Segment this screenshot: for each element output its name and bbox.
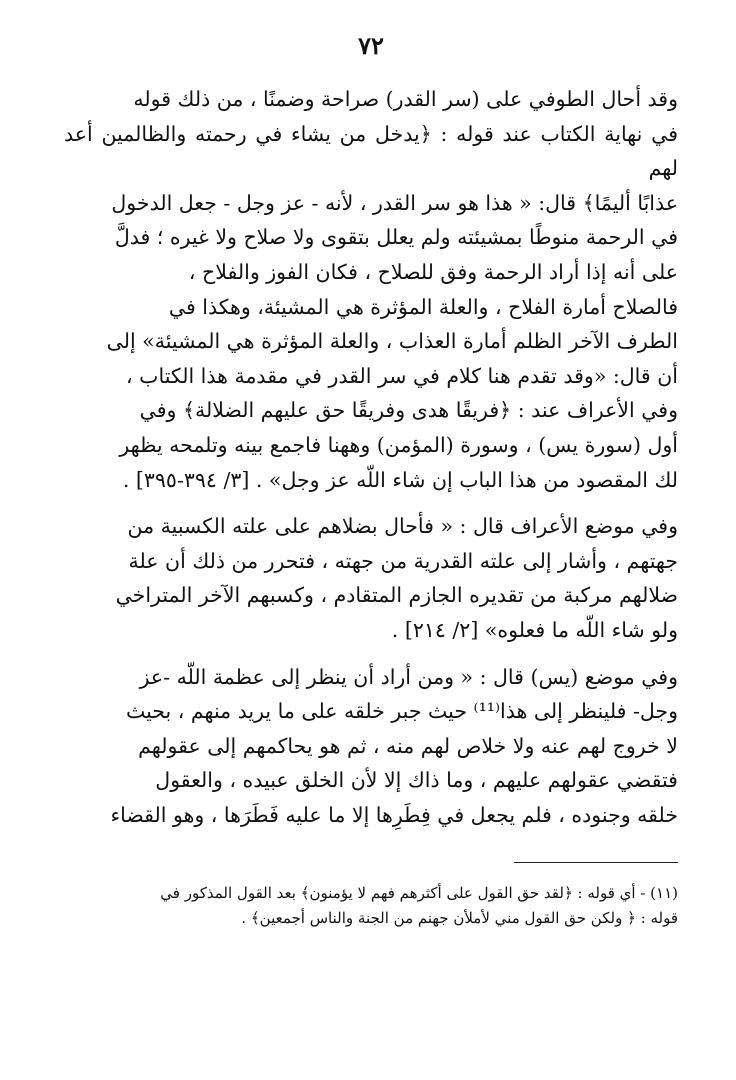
- footnote-divider: [514, 862, 678, 863]
- text-line: ولو شاء اللّه ما فعلوه» [٢/ ٢١٤] .: [391, 617, 678, 642]
- text-line: في نهاية الكتاب عند قوله : ﴿يدخل من يشاء في رحمته والظالمين أعد لهم: [64, 121, 678, 181]
- text-line: أن قال: «وقد تقدم هنا كلام في سر القدر في مقدمة هذا الكتاب ،: [126, 363, 678, 388]
- text-line: فالصلاح أمارة الفلاح ، والعلة المؤثرة هي المشيئة، وهكذا في: [168, 294, 678, 319]
- footnote: [64, 881, 678, 931]
- paragraph-2: [64, 509, 678, 647]
- text-line: على أنه إذا أراد الرحمة وفق للصلاح ، فكان الفوز والفلاح ،: [188, 259, 678, 284]
- text-line: أول (سورة يس) ، وسورة (المؤمن) وههنا فاجمع بينه وتلمحه يظهر: [119, 432, 678, 457]
- text-line: في الرحمة منوطًا بمشيئته ولم يعلل بتقوى ولا صلاح ولا غيره ؛ فدلَّ: [114, 225, 678, 250]
- text-line: فتقضي عقولهم عليهم ، وما ذاك إلا لأن الخلق عبيده ، والعقول: [155, 768, 678, 793]
- paragraph-3: [64, 660, 678, 833]
- text-line: لك المقصود من هذا الباب إن شاء اللّه عز وجل» . [٣/ ٣٩٤-٣٩٥] .: [122, 467, 678, 492]
- text-line: وجل- فلينظر إلى هذا⁽¹¹⁾ حيث جبر خلقه على ما يريد منهم ، بحيث: [125, 699, 678, 724]
- text-line: الطرف الآخر الظلم أمارة العذاب ، والعلة المؤثرة هي المشيئة» إلى: [106, 329, 678, 354]
- book-page: [64, 30, 678, 1060]
- text-line: ضلالهم مركبة من تقديره الجازم المتقادم ، وكسبهم الآخر المتراخي: [115, 583, 678, 608]
- text-line: جهتهم ، وأشار إلى علته القدرية من جهته ، فتحرر من ذلك أن علة: [128, 548, 678, 573]
- text-line: لا خروج لهم عنه ولا خلاص لهم منه ، ثم هو يحاكمهم إلى عقولهم: [138, 733, 678, 758]
- text-line: وفي موضع (يس) قال : « ومن أراد أن ينظر إلى عظمة اللّه -عز: [139, 664, 678, 689]
- text-line: وفي موضع الأعراف قال : « فأحال بضلاهم على علته الكسبية من: [127, 514, 678, 539]
- text-line: وفي الأعراف عند : ﴿فريقًا هدى وفريقًا حق عليهم الضلالة﴾ وفي: [139, 398, 678, 423]
- text-line: وقد أحال الطوفي على (سر القدر) صراحة وضمنًا ، من ذلك قوله: [133, 87, 678, 111]
- page-number: ٧٢: [358, 31, 384, 60]
- footnote-line: قوله : ﴿ ولكن حق القول مني لأملأن جهنم من الجنة والناس أجمعين﴾ .: [241, 909, 678, 928]
- footnote-line: (١١) - أي قوله : ﴿لقد حق القول على أكثرهم فهم لا يؤمنون﴾ بعد القول المذكور في: [160, 884, 678, 903]
- paragraph-1: [64, 82, 678, 497]
- text-line: عذابًا أليمًا﴾ قال: « هذا هو سر القدر ، لأنه - عز وجل - جعل الدخول: [111, 190, 678, 215]
- text-line: خلقه وجنوده ، فلم يجعل في فِطَرِها إلا ما عليه فَطَرَها ، وهو القضاء: [110, 802, 678, 827]
